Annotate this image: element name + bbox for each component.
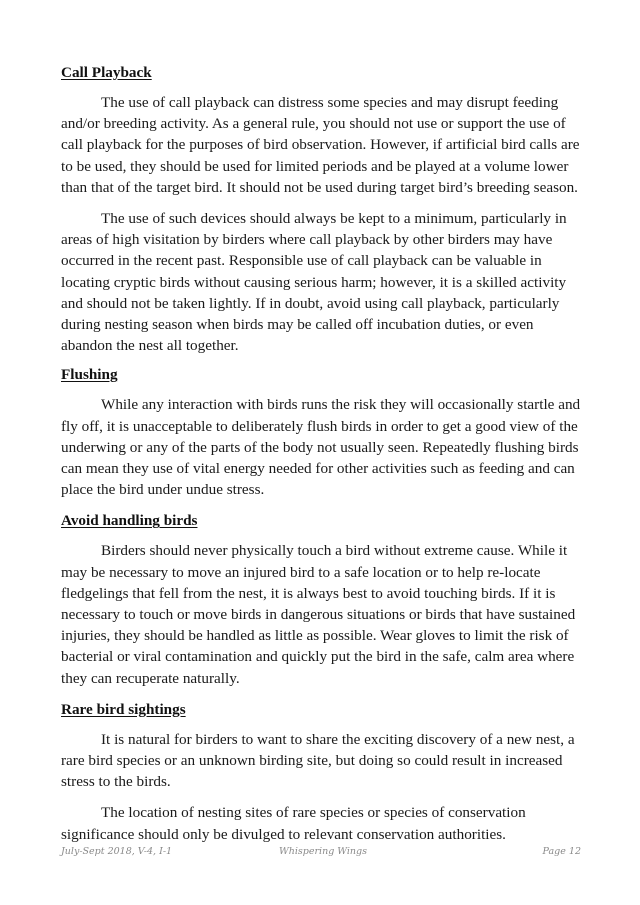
text-line: The use of call playback can distress some species and may disrupt feeding [101, 94, 559, 111]
section-heading: Avoid handling birds [61, 512, 198, 530]
document-page [61, 62, 591, 855]
text-line: place the bird under undue stress. [61, 481, 265, 499]
text-line: than that of the target bird. It should not be used during target bird’s breeding season. [61, 178, 578, 196]
text-line: abandon the nest all together. [61, 337, 239, 355]
section-flushing [61, 364, 591, 500]
text-line: rare bird species or an unknown birding site, but doing so could result in increased [61, 752, 563, 770]
text-line: to be used, they should be used for limited periods and be played at a volume lower [61, 157, 569, 175]
text-line: call playback for the purposes of bird observation. However, if artificial bird calls are [61, 136, 580, 154]
text-line: underwing or any of the parts of the body not usually seen. Repeatedly flushing birds [61, 438, 579, 456]
text-line: occurred in the recent past. Responsible use of call playback can be valuable in [61, 252, 542, 270]
text-line: bacterial or viral contamination and quickly put the bird in the safe, calm area where [61, 648, 575, 666]
section-heading: Rare bird sightings [61, 700, 186, 718]
paragraph [61, 92, 591, 198]
section-heading: Flushing [61, 366, 118, 384]
text-line: stress to the birds. [61, 773, 171, 791]
section-avoid-handling-birds [61, 510, 591, 688]
section-call-playback [61, 62, 591, 356]
text-line: fly off, it is unacceptable to deliberately flush birds in order to get a good view of the [61, 417, 578, 435]
footer-issue: July-Sept 2018, V-4, I-1 [61, 846, 173, 857]
text-line: during nesting season when birds may be called off incubation duties, or even [61, 316, 534, 334]
text-line: The use of such devices should always be kept to a minimum, particularly in [101, 210, 567, 228]
text-line: The location of nesting sites of rare species or species of conservation [101, 804, 526, 822]
footer-publication-title: Whispering Wings [279, 846, 368, 857]
text-line: Birders should never physically touch a bird without extreme cause. While it [101, 542, 568, 560]
text-line: injuries, they should be handled as little as possible. Wear gloves to limit the risk of [61, 627, 569, 645]
text-line: and/or breeding activity. As a general rule, you should not use or support the use of [61, 115, 566, 133]
text-line: fledgelings that fell from the nest, it is always best to avoid touching birds. If it is [61, 584, 556, 602]
section-rare-bird-sightings [61, 699, 591, 845]
text-line: locating cryptic birds without causing serious harm; however, it is a skilled activity [61, 273, 567, 291]
section-heading: Call Playback [61, 64, 152, 81]
text-line: may be necessary to move an injured bird to a safe location or to help re-locate [61, 563, 541, 581]
paragraph [61, 394, 591, 500]
text-line: they can recuperate naturally. [61, 669, 240, 687]
text-line: necessary to touch or move birds in dangerous situations or birds that have sustained [61, 606, 576, 624]
paragraph [61, 802, 591, 844]
text-line: While any interaction with birds runs the risk they will occasionally startle and [101, 396, 581, 414]
text-line: can mean they use of vital energy needed for other activities such as feeding and can [61, 460, 575, 478]
text-line: significance should only be divulged to relevant conservation authorities. [61, 825, 506, 843]
paragraph [61, 540, 591, 688]
text-line: areas of high visitation by birders where call playback by other birders may have [61, 231, 553, 249]
paragraph [61, 208, 591, 356]
paragraph [61, 729, 591, 793]
text-line: and should not be taken lightly. If in doubt, avoid using call playback, particularly [61, 294, 560, 312]
text-line: It is natural for birders to want to share the exciting discovery of a new nest, a [101, 730, 575, 748]
footer-page-number: Page 12 [542, 846, 581, 857]
